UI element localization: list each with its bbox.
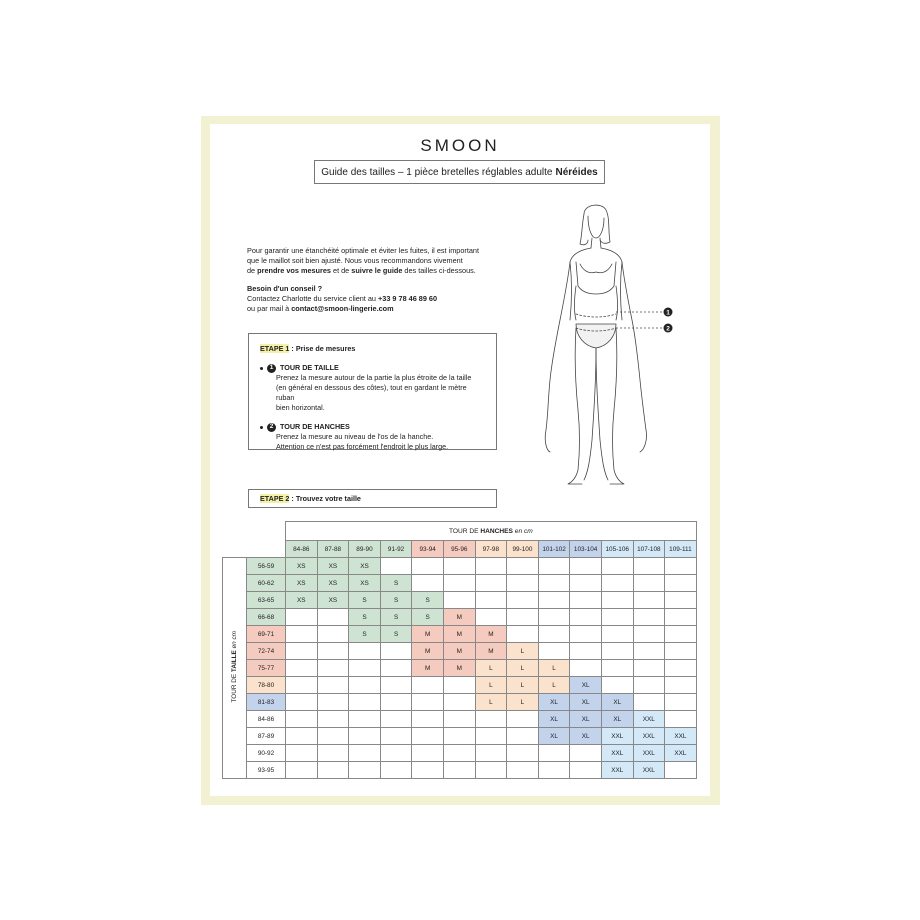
size-cell xyxy=(349,677,381,694)
size-cell xyxy=(349,643,381,660)
size-cell xyxy=(665,592,697,609)
size-cell xyxy=(317,762,349,779)
size-cell xyxy=(633,660,665,677)
title-prefix: Guide des tailles – 1 pièce bretelles réglables adulte xyxy=(321,166,553,178)
size-cell xyxy=(443,592,475,609)
hips-column-header: 97-98 xyxy=(475,541,507,558)
size-cell xyxy=(317,728,349,745)
step-1-heading xyxy=(260,344,486,354)
size-cell: M xyxy=(412,643,444,660)
size-cell: S xyxy=(380,626,412,643)
size-cell xyxy=(633,626,665,643)
size-cell xyxy=(665,643,697,660)
size-cell: M xyxy=(443,643,475,660)
waist-header xyxy=(223,558,247,779)
size-cell xyxy=(475,728,507,745)
advice-block xyxy=(247,284,507,314)
size-cell xyxy=(286,745,318,762)
intro-paragraph xyxy=(247,246,507,276)
size-cell: L xyxy=(475,677,507,694)
size-cell: M xyxy=(475,643,507,660)
size-cell xyxy=(380,677,412,694)
size-cell: L xyxy=(507,643,539,660)
waist-row-header: 90-92 xyxy=(247,745,286,762)
size-cell: L xyxy=(475,694,507,711)
waist-row-header: 66-68 xyxy=(247,609,286,626)
size-cell xyxy=(601,558,633,575)
size-cell xyxy=(665,609,697,626)
table-row xyxy=(223,728,697,745)
size-cell: XL xyxy=(538,711,570,728)
waist-row-header: 78-80 xyxy=(247,677,286,694)
size-cell: XL xyxy=(570,677,602,694)
hips-header-text: TOUR DE xyxy=(448,527,481,535)
size-cell xyxy=(317,745,349,762)
size-cell: S xyxy=(380,592,412,609)
hips-column-header: 89-90 xyxy=(349,541,381,558)
size-cell xyxy=(380,558,412,575)
size-cell xyxy=(349,694,381,711)
size-cell xyxy=(538,643,570,660)
size-cell xyxy=(317,643,349,660)
size-cell xyxy=(507,626,539,643)
hips-column-header: 93-94 xyxy=(412,541,444,558)
size-cell xyxy=(380,711,412,728)
size-cell xyxy=(412,762,444,779)
size-cell: XXL xyxy=(665,728,697,745)
table-row xyxy=(223,762,697,779)
size-cell xyxy=(538,609,570,626)
size-cell xyxy=(570,626,602,643)
advice-text: Contactez Charlotte du service client au xyxy=(247,294,379,303)
size-cell xyxy=(601,643,633,660)
table-row xyxy=(223,711,697,728)
size-cell: M xyxy=(443,626,475,643)
hips-title: TOUR DE HANCHES xyxy=(280,422,350,431)
waist-text-1: Prenez la mesure autour de la partie la plus étroite de la taille xyxy=(276,373,472,382)
table-row xyxy=(223,643,697,660)
size-cell xyxy=(380,660,412,677)
size-cell: XS xyxy=(286,558,318,575)
size-cell xyxy=(412,728,444,745)
size-cell: M xyxy=(443,609,475,626)
table-corner xyxy=(223,541,247,558)
table-corner xyxy=(223,522,247,541)
size-cell xyxy=(286,660,318,677)
number-two-icon: 2 xyxy=(267,423,276,432)
size-cell xyxy=(665,558,697,575)
size-cell xyxy=(317,711,349,728)
size-cell xyxy=(317,609,349,626)
size-cell xyxy=(570,558,602,575)
size-cell: XL xyxy=(538,728,570,745)
intro-bold-measure: prendre vos mesures xyxy=(257,266,331,275)
size-cell xyxy=(665,711,697,728)
hips-column-header: 84-86 xyxy=(286,541,318,558)
size-cell xyxy=(317,626,349,643)
size-cell xyxy=(443,677,475,694)
intro-bold-guide: suivre le guide xyxy=(351,266,403,275)
table-row xyxy=(223,558,697,575)
step-2-title: : Trouvez votre taille xyxy=(289,494,361,503)
intro-text: des tailles ci-dessous. xyxy=(402,266,476,275)
size-cell xyxy=(538,592,570,609)
size-cell xyxy=(317,694,349,711)
table-row xyxy=(223,575,697,592)
size-cell xyxy=(570,592,602,609)
size-cell: M xyxy=(412,660,444,677)
size-cell xyxy=(349,660,381,677)
waist-marker-number: 1 xyxy=(666,309,670,317)
waist-header-bold: TAILLE xyxy=(231,650,238,673)
waist-header-unit: en cm xyxy=(231,631,238,651)
size-cell xyxy=(570,745,602,762)
size-cell: L xyxy=(507,660,539,677)
size-cell xyxy=(286,609,318,626)
size-cell: XXL xyxy=(633,728,665,745)
advice-title: Besoin d'un conseil ? xyxy=(247,284,323,293)
intro-text: de xyxy=(247,266,258,275)
waist-header-part: TOUR DE xyxy=(231,672,238,703)
size-cell: XS xyxy=(317,575,349,592)
size-cell xyxy=(633,558,665,575)
size-cell xyxy=(633,677,665,694)
size-cell: XL xyxy=(538,694,570,711)
size-cell xyxy=(570,609,602,626)
intro-text: et de xyxy=(330,266,352,275)
hips-column-header: 105-106 xyxy=(601,541,633,558)
size-cell: XXL xyxy=(665,745,697,762)
size-cell xyxy=(286,728,318,745)
size-cell xyxy=(286,711,318,728)
hips-column-header: 87-88 xyxy=(317,541,349,558)
step-2-label: ETAPE 2 xyxy=(260,494,290,503)
hips-column-header: 91-92 xyxy=(380,541,412,558)
waist-row-header: 87-89 xyxy=(247,728,286,745)
size-cell xyxy=(475,575,507,592)
size-cell xyxy=(349,745,381,762)
step-1-title: : Prise de mesures xyxy=(289,344,356,353)
number-one-icon: 1 xyxy=(267,364,276,373)
waist-row-header: 75-77 xyxy=(247,660,286,677)
size-cell: XL xyxy=(601,711,633,728)
size-cell: S xyxy=(349,626,381,643)
size-cell xyxy=(475,609,507,626)
size-cell xyxy=(412,694,444,711)
size-cell: S xyxy=(380,609,412,626)
size-cell xyxy=(507,728,539,745)
size-cell xyxy=(570,575,602,592)
size-cell xyxy=(475,558,507,575)
size-cell: XS xyxy=(286,592,318,609)
size-cell xyxy=(601,660,633,677)
size-cell xyxy=(380,762,412,779)
size-cell xyxy=(538,558,570,575)
table-row xyxy=(223,660,697,677)
size-cell xyxy=(507,558,539,575)
size-cell xyxy=(507,592,539,609)
size-cell: L xyxy=(538,677,570,694)
size-cell xyxy=(570,660,602,677)
size-cell: L xyxy=(507,677,539,694)
hips-text-1: Prenez la mesure au niveau de l'os de la hanche. xyxy=(276,432,434,441)
size-cell xyxy=(412,558,444,575)
waist-row-header: 72-74 xyxy=(247,643,286,660)
size-cell: XXL xyxy=(633,762,665,779)
size-cell xyxy=(633,592,665,609)
waist-text-3: bien horizontal. xyxy=(276,403,325,412)
hips-marker-number: 2 xyxy=(666,325,670,333)
size-cell: S xyxy=(349,592,381,609)
size-cell: XS xyxy=(349,575,381,592)
size-cell xyxy=(475,711,507,728)
size-cell xyxy=(665,575,697,592)
intro-line-2: que le maillot soit bien ajusté. Nous vous recommandons vivement xyxy=(247,256,463,265)
brand-logo: SMOON xyxy=(420,136,500,155)
size-cell: XL xyxy=(601,694,633,711)
advice-line-1 xyxy=(247,294,507,304)
size-cell xyxy=(443,745,475,762)
hips-column-header: 95-96 xyxy=(443,541,475,558)
size-cell xyxy=(601,575,633,592)
size-cell: S xyxy=(412,592,444,609)
table-row xyxy=(223,626,697,643)
size-cell xyxy=(286,626,318,643)
step-1-label: ETAPE 1 xyxy=(260,344,290,353)
table-row xyxy=(223,609,697,626)
waist-row-header: 56-59 xyxy=(247,558,286,575)
page-title xyxy=(314,160,605,184)
size-cell xyxy=(570,643,602,660)
size-cell xyxy=(665,660,697,677)
intro-line-3 xyxy=(247,266,507,276)
size-cell xyxy=(380,643,412,660)
size-cell xyxy=(317,677,349,694)
size-cell xyxy=(601,592,633,609)
size-cell xyxy=(601,609,633,626)
size-cell xyxy=(443,575,475,592)
size-cell xyxy=(412,711,444,728)
waist-header-text xyxy=(231,631,238,703)
size-cell xyxy=(443,694,475,711)
hips-text-2: Attention ce n'est pas forcément l'endroit le plus large. xyxy=(276,442,449,451)
size-cell xyxy=(443,762,475,779)
size-cell: XXL xyxy=(601,762,633,779)
hips-header-unit: en cm xyxy=(512,527,533,535)
intro-line-1: Pour garantir une étanchéité optimale et éviter les fuites, il est important xyxy=(247,246,480,255)
title-product: Néréides xyxy=(555,166,598,178)
step-1-box xyxy=(248,333,497,450)
size-cell: XXL xyxy=(601,728,633,745)
waist-row-header: 81-83 xyxy=(247,694,286,711)
size-cell xyxy=(380,694,412,711)
size-cell: S xyxy=(380,575,412,592)
waist-title: TOUR DE TAILLE xyxy=(280,363,339,372)
size-cell xyxy=(349,728,381,745)
table-row xyxy=(223,592,697,609)
size-cell xyxy=(475,762,507,779)
size-cell: XL xyxy=(570,728,602,745)
waist-instruction xyxy=(260,363,486,413)
size-cell: L xyxy=(538,660,570,677)
size-cell xyxy=(507,745,539,762)
hips-header-bold: HANCHES xyxy=(480,527,513,535)
size-cell xyxy=(443,728,475,745)
step-2-box xyxy=(248,489,497,508)
body-measurement-illustration xyxy=(540,200,675,495)
size-cell: XS xyxy=(317,558,349,575)
size-cell xyxy=(633,575,665,592)
phone-number[interactable]: +33 9 78 46 89 60 xyxy=(378,294,438,303)
size-cell: M xyxy=(412,626,444,643)
size-cell xyxy=(475,745,507,762)
size-cell xyxy=(475,592,507,609)
table-row xyxy=(223,694,697,711)
waist-row-header: 60-62 xyxy=(247,575,286,592)
hips-header xyxy=(286,522,697,541)
table-corner xyxy=(247,541,286,558)
size-cell xyxy=(665,762,697,779)
size-cell xyxy=(286,694,318,711)
hips-column-header: 99-100 xyxy=(507,541,539,558)
size-cell xyxy=(633,609,665,626)
hips-instruction xyxy=(260,422,486,452)
size-cell xyxy=(412,575,444,592)
waist-row-header: 69-71 xyxy=(247,626,286,643)
size-cell: XS xyxy=(317,592,349,609)
size-cell xyxy=(538,762,570,779)
size-cell xyxy=(633,643,665,660)
hips-column-header: 109-111 xyxy=(665,541,697,558)
size-cell: S xyxy=(349,609,381,626)
size-cell xyxy=(317,660,349,677)
waist-text-2: (en général en dessous des côtes), tout en gardant le mètre ruban xyxy=(276,383,467,402)
waist-row-header: 63-65 xyxy=(247,592,286,609)
size-cell: XS xyxy=(349,558,381,575)
bullet-icon xyxy=(260,426,263,429)
size-cell xyxy=(412,677,444,694)
size-cell xyxy=(665,626,697,643)
size-cell xyxy=(349,711,381,728)
email-link[interactable]: contact@smoon-lingerie.com xyxy=(291,304,394,313)
size-cell: M xyxy=(475,626,507,643)
table-row xyxy=(223,745,697,762)
size-table-wrap xyxy=(222,521,697,779)
size-cell: S xyxy=(412,609,444,626)
size-cell xyxy=(380,745,412,762)
size-cell xyxy=(601,626,633,643)
size-cell xyxy=(507,711,539,728)
size-cell xyxy=(507,609,539,626)
size-cell xyxy=(538,745,570,762)
size-cell: M xyxy=(443,660,475,677)
size-table xyxy=(222,521,697,779)
table-row xyxy=(223,677,697,694)
size-cell xyxy=(570,762,602,779)
size-cell: L xyxy=(507,694,539,711)
size-cell: XXL xyxy=(601,745,633,762)
hips-column-header: 107-108 xyxy=(633,541,665,558)
size-cell xyxy=(601,677,633,694)
size-cell xyxy=(507,762,539,779)
size-cell: XXL xyxy=(633,711,665,728)
size-cell xyxy=(286,677,318,694)
table-corner xyxy=(247,522,286,541)
size-cell xyxy=(507,575,539,592)
size-cell xyxy=(349,762,381,779)
bullet-icon xyxy=(260,367,263,370)
size-cell: XL xyxy=(570,694,602,711)
size-cell xyxy=(633,694,665,711)
size-cell xyxy=(538,575,570,592)
size-cell xyxy=(286,643,318,660)
size-cell: XL xyxy=(570,711,602,728)
size-cell: XXL xyxy=(633,745,665,762)
advice-text: ou par mail à xyxy=(247,304,292,313)
size-cell: XS xyxy=(286,575,318,592)
size-cell: L xyxy=(475,660,507,677)
hips-column-header: 101-102 xyxy=(538,541,570,558)
size-cell xyxy=(538,626,570,643)
advice-line-2 xyxy=(247,304,507,314)
hips-column-header: 103-104 xyxy=(570,541,602,558)
size-cell xyxy=(412,745,444,762)
size-cell xyxy=(443,558,475,575)
size-cell xyxy=(665,694,697,711)
size-cell xyxy=(380,728,412,745)
size-cell xyxy=(286,762,318,779)
size-cell xyxy=(443,711,475,728)
waist-row-header: 84-86 xyxy=(247,711,286,728)
waist-row-header: 93-95 xyxy=(247,762,286,779)
size-cell xyxy=(665,677,697,694)
